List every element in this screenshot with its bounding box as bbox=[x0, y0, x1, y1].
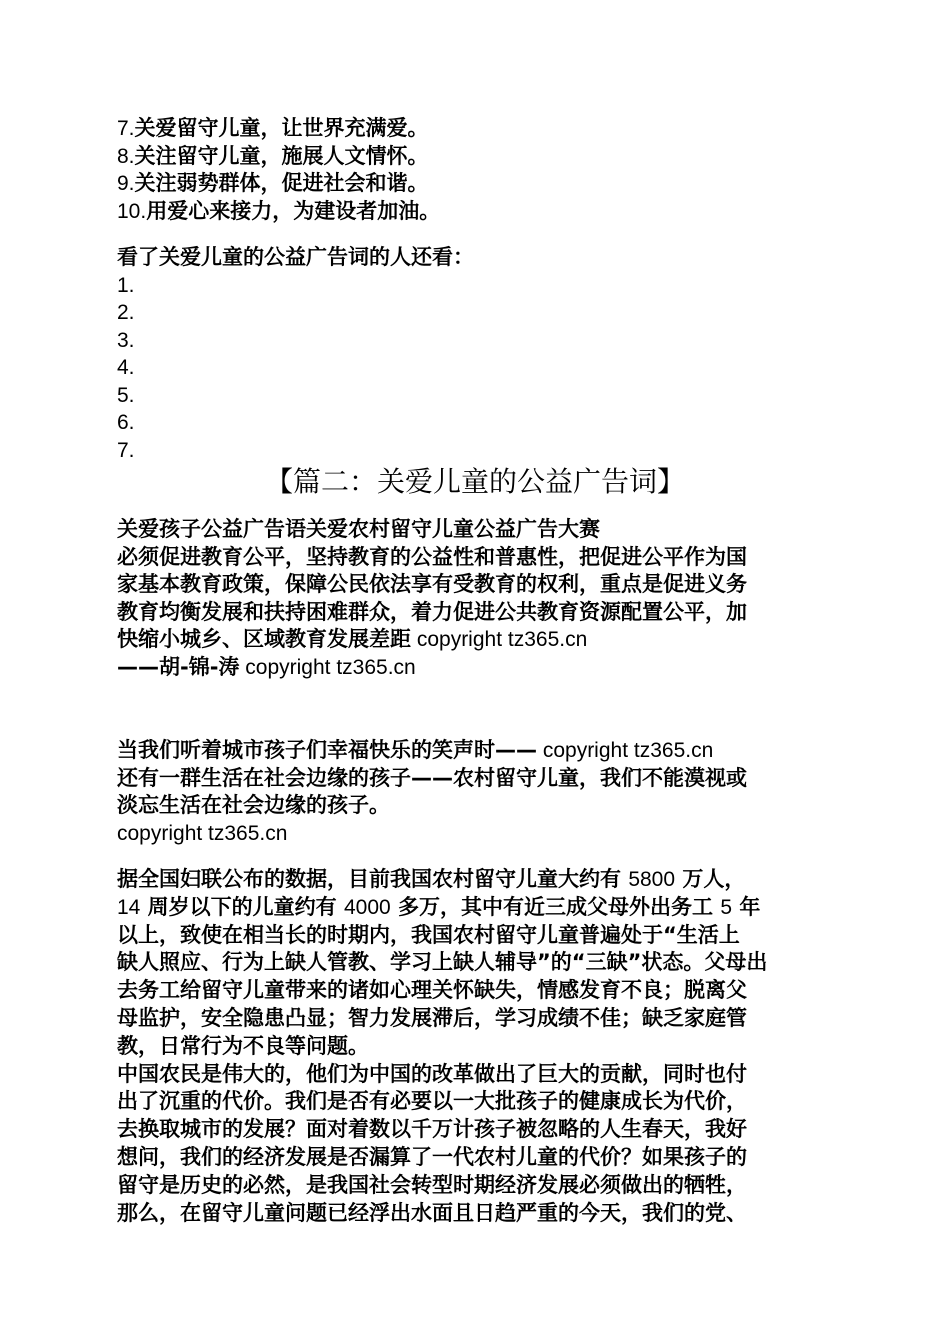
copyright-note: copyright tz365.cn bbox=[117, 821, 288, 845]
paragraph-1 bbox=[117, 516, 837, 682]
slogan-list bbox=[117, 115, 837, 225]
text-line: 快缩小城乡、区域教育发展差距 copyright tz365.cn bbox=[117, 627, 588, 652]
text-line: 当我们听着城市孩子们幸福快乐的笑声时—— copyright tz365.cn bbox=[117, 738, 714, 762]
text-line: 据全国妇联公布的数据，目前我国农村留守儿童大约有 5800 万人， bbox=[117, 867, 746, 891]
list-item: 9.关注弱势群体，促进社会和谐。 bbox=[117, 171, 429, 195]
text-line: 还有一群生活在社会边缘的孩子——农村留守儿童，我们不能漠视或 bbox=[117, 765, 747, 790]
related-link[interactable]: 4. bbox=[117, 356, 135, 379]
copyright-note: copyright tz365.cn bbox=[411, 628, 588, 652]
paragraph-2 bbox=[117, 737, 837, 847]
section-heading: 【篇二：关爱儿童的公益广告词】 bbox=[264, 465, 685, 498]
related-link[interactable]: 5. bbox=[117, 383, 135, 407]
text-line: ——胡-锦-涛 copyright tz365.cn bbox=[117, 654, 416, 679]
related-link[interactable]: 3. bbox=[117, 328, 135, 352]
related-link[interactable]: 1. bbox=[117, 273, 135, 297]
text-line: 出了沉重的代价。我们是否有必要以一大批孩子的健康成长为代价， bbox=[117, 1089, 747, 1114]
related-link[interactable]: 7. bbox=[117, 438, 135, 462]
text-line: 教，日常行为不良等问题。 bbox=[117, 1033, 369, 1058]
text-line: 必须促进教育公平，坚持教育的公益性和普惠性，把促进公平作为国 bbox=[117, 544, 747, 569]
text-line: 教育均衡发展和扶持困难群众，着力促进公共教育资源配置公平，加 bbox=[117, 599, 747, 624]
copyright-note: copyright tz365.cn bbox=[537, 739, 714, 762]
text-line: 想问，我们的经济发展是否漏算了一代农村儿童的代价？如果孩子的 bbox=[117, 1144, 747, 1169]
text-line: 关爱孩子公益广告语关爱农村留守儿童公益广告大赛 bbox=[117, 517, 600, 541]
text-line: 母监护，安全隐患凸显；智力发展滞后，学习成绩不佳；缺乏家庭管 bbox=[117, 1005, 747, 1030]
list-item: 7.关爱留守儿童，让世界充满爱。 bbox=[117, 116, 429, 140]
text-line: 去换取城市的发展？面对着数以千万计孩子被忽略的人生春天，我好 bbox=[117, 1117, 747, 1142]
text-line: 那么，在留守儿童问题已经浮出水面且日趋严重的今天，我们的党、 bbox=[117, 1200, 747, 1225]
text-line: 以上，致使在相当长的时期内，我国农村留守儿童普遍处于“生活上 bbox=[117, 922, 740, 947]
text-line: 留守是历史的必然，是我国社会转型时期经济发展必须做出的牺牲， bbox=[117, 1172, 747, 1197]
text-line: 中国农民是伟大的，他们为中国的改革做出了巨大的贡献，同时也付 bbox=[117, 1061, 747, 1086]
related-link[interactable]: 2. bbox=[117, 301, 135, 324]
text-line: 14 周岁以下的儿童约有 4000 多万，其中有近三成父母外出务工 5 年 bbox=[117, 894, 761, 919]
text-line: 家基本教育政策，保障公民依法享有受教育的权利，重点是促进义务 bbox=[117, 572, 747, 597]
text-line: 去务工给留守儿童带来的诸如心理关怀缺失，情感发育不良；脱离父 bbox=[117, 978, 747, 1003]
related-link[interactable]: 6. bbox=[117, 411, 135, 434]
list-item: 8.关注留守儿童，施展人文情怀。 bbox=[117, 143, 429, 168]
paragraph-3 bbox=[117, 866, 837, 1227]
related-title: 看了关爱儿童的公益广告词的人还看： bbox=[117, 245, 474, 269]
list-item: 10.用爱心来接力，为建设者加油。 bbox=[117, 198, 441, 223]
copyright-note: copyright tz365.cn bbox=[239, 655, 416, 679]
text-line: 淡忘生活在社会边缘的孩子。 bbox=[117, 793, 390, 818]
related-section bbox=[117, 244, 837, 464]
text-line: 缺人照应、行为上缺人管教、学习上缺人辅导”的“三缺”状态。父母出 bbox=[117, 950, 768, 975]
